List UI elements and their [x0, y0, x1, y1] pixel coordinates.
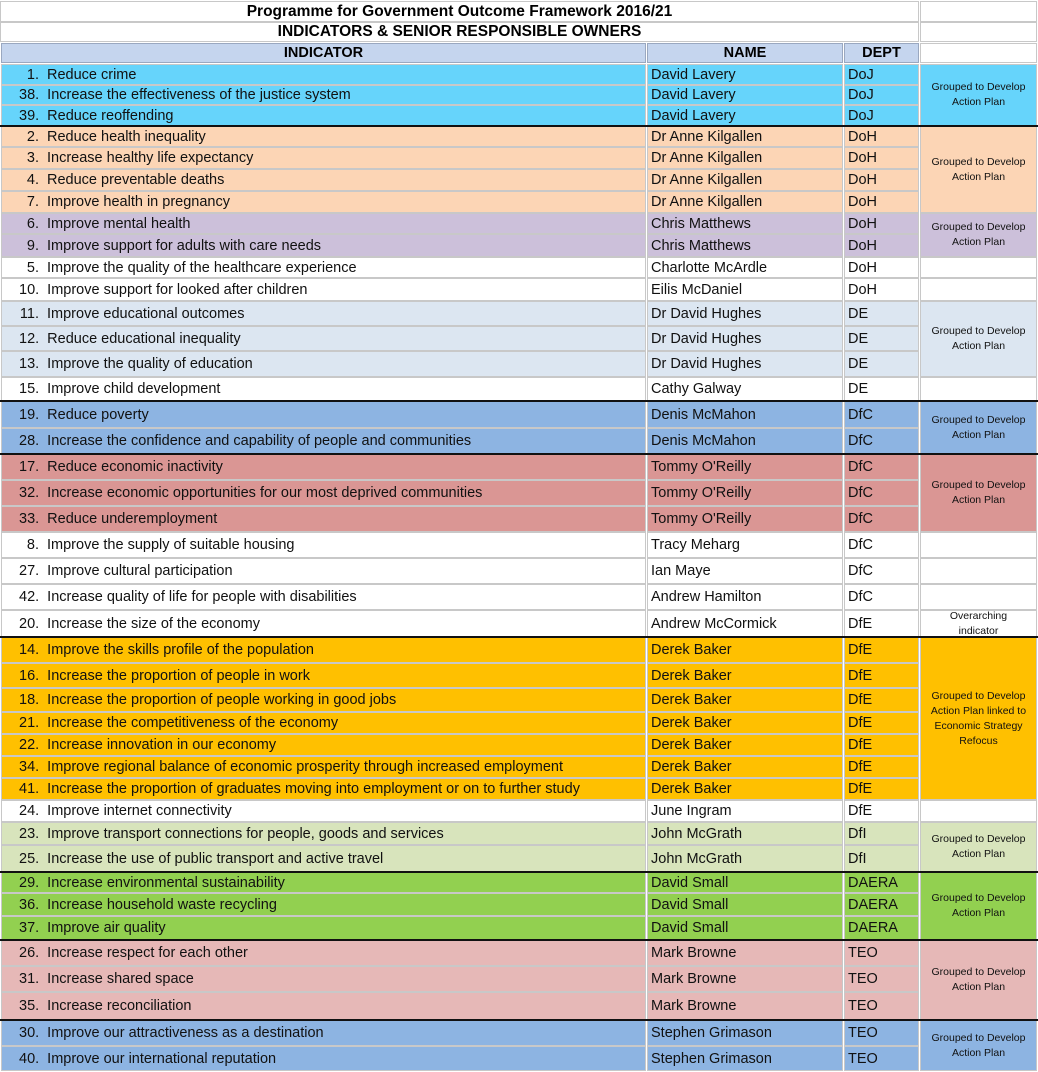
indicator-text: Increase the proportion of graduates moving into employment or on to further study	[47, 781, 580, 797]
name-cell[interactable]: David Lavery	[647, 64, 843, 85]
dept-cell[interactable]: DoJ	[844, 105, 919, 126]
group-separator	[0, 871, 1038, 873]
name-cell[interactable]: Andrew McCormick	[647, 610, 843, 637]
group-note-cell[interactable]	[920, 558, 1037, 584]
indicator-cell[interactable]	[1, 558, 646, 584]
indicator-text: Reduce preventable deaths	[47, 172, 225, 188]
indicator-cell[interactable]	[1, 893, 646, 916]
indicator-number: 41.	[19, 781, 40, 797]
indicator-cell[interactable]	[1, 1020, 646, 1046]
group-separator	[0, 939, 1038, 941]
indicator-number: 19.	[19, 406, 40, 423]
dept-cell[interactable]: TEO	[844, 992, 919, 1020]
group-note-cell[interactable]: Grouped to Develop Action Plan	[920, 126, 1037, 213]
indicator-number: 40.	[19, 1050, 40, 1067]
indicator-number: 38.	[19, 87, 40, 103]
indicator-cell[interactable]	[1, 326, 646, 351]
indicator-cell[interactable]	[1, 480, 646, 506]
dept-cell[interactable]: TEO	[844, 1020, 919, 1046]
group-note-cell[interactable]	[920, 257, 1037, 278]
name-cell[interactable]: Dr Anne Kilgallen	[647, 169, 843, 191]
dept-cell[interactable]: DAERA	[844, 872, 919, 893]
indicator-cell[interactable]	[1, 688, 646, 712]
dept-cell[interactable]: DfI	[844, 845, 919, 872]
group-separator	[0, 453, 1038, 455]
name-cell[interactable]: David Small	[647, 872, 843, 893]
indicator-number: 20.	[19, 615, 40, 632]
indicator-number: 16.	[19, 667, 40, 684]
dept-cell[interactable]: DfC	[844, 454, 919, 480]
name-cell[interactable]: Dr Anne Kilgallen	[647, 126, 843, 147]
indicator-text: Reduce health inequality	[47, 128, 206, 145]
indicator-cell[interactable]	[1, 506, 646, 532]
name-cell[interactable]: Tommy O'Reilly	[647, 454, 843, 480]
name-cell[interactable]: John McGrath	[647, 822, 843, 845]
group-note-cell[interactable]: Grouped to Develop Action Plan	[920, 1020, 1037, 1071]
indicator-cell[interactable]	[1, 845, 646, 872]
indicator-cell[interactable]	[1, 940, 646, 966]
name-cell[interactable]: Cathy Galway	[647, 377, 843, 401]
name-cell[interactable]: John McGrath	[647, 845, 843, 872]
dept-cell[interactable]: DoH	[844, 126, 919, 147]
sheet-title: Programme for Government Outcome Framework 2016/21	[0, 1, 919, 22]
name-cell[interactable]: Andrew Hamilton	[647, 584, 843, 610]
indicator-text: Reduce economic inactivity	[47, 459, 223, 475]
dept-cell[interactable]: DfE	[844, 756, 919, 778]
indicator-number: 28.	[19, 433, 40, 449]
dept-cell[interactable]: DfC	[844, 558, 919, 584]
dept-cell[interactable]: DfC	[844, 428, 919, 454]
name-cell[interactable]: Stephen Grimason	[647, 1046, 843, 1071]
indicator-text: Improve health in pregnancy	[47, 194, 230, 210]
indicator-text: Reduce poverty	[47, 406, 149, 423]
dept-cell[interactable]: DfE	[844, 778, 919, 800]
indicator-number: 8.	[26, 537, 39, 553]
dept-cell[interactable]: DfE	[844, 712, 919, 734]
subtitle-side-cell[interactable]	[920, 22, 1037, 42]
dept-cell[interactable]: DfE	[844, 637, 919, 663]
dept-cell[interactable]: DE	[844, 326, 919, 351]
indicator-text: Improve the skills profile of the population	[47, 642, 314, 658]
indicator-text: Improve the quality of the healthcare experience	[47, 259, 357, 276]
group-note-cell[interactable]: Grouped to Develop Action Plan	[920, 64, 1037, 126]
indicator-cell[interactable]	[1, 822, 646, 845]
indicator-number: 18.	[19, 692, 40, 708]
dept-cell[interactable]: DfC	[844, 506, 919, 532]
group-separator	[0, 400, 1038, 402]
indicator-cell[interactable]	[1, 301, 646, 326]
name-cell[interactable]: Derek Baker	[647, 756, 843, 778]
dept-cell[interactable]: DfI	[844, 822, 919, 845]
dept-cell[interactable]: DfC	[844, 584, 919, 610]
header-indicator: INDICATOR	[1, 43, 646, 63]
group-note-cell[interactable]: Grouped to Develop Action Plan linked to Economic Strategy Refocus	[920, 637, 1037, 800]
indicator-text: Increase the use of public transport and active travel	[47, 850, 384, 867]
group-note-cell[interactable]: Grouped to Develop Action Plan	[920, 940, 1037, 1020]
dept-cell[interactable]: DoH	[844, 147, 919, 169]
indicator-cell[interactable]	[1, 64, 646, 85]
indicator-number: 3.	[26, 150, 39, 166]
indicator-cell[interactable]	[1, 454, 646, 480]
name-cell[interactable]: Chris Matthews	[647, 234, 843, 257]
dept-cell[interactable]: DfE	[844, 688, 919, 712]
indicator-number: 36.	[19, 896, 40, 913]
indicator-cell[interactable]	[1, 712, 646, 734]
indicator-number: 26.	[19, 945, 40, 961]
name-cell[interactable]: Dr Anne Kilgallen	[647, 147, 843, 169]
indicator-cell[interactable]	[1, 663, 646, 688]
dept-cell[interactable]: TEO	[844, 966, 919, 992]
group-note-cell[interactable]	[920, 278, 1037, 301]
indicator-cell[interactable]	[1, 257, 646, 278]
indicator-text: Improve the supply of suitable housing	[47, 537, 295, 553]
header-side-cell[interactable]	[920, 43, 1037, 63]
dept-cell[interactable]: DoH	[844, 169, 919, 191]
name-cell[interactable]: Mark Browne	[647, 966, 843, 992]
indicator-number: 13.	[19, 356, 40, 372]
dept-cell[interactable]: DoJ	[844, 64, 919, 85]
indicator-number: 35.	[19, 998, 40, 1014]
name-cell[interactable]: Stephen Grimason	[647, 1020, 843, 1046]
group-separator	[0, 125, 1038, 127]
dept-cell[interactable]: TEO	[844, 1046, 919, 1071]
indicator-number: 12.	[19, 330, 40, 347]
indicator-text: Improve mental health	[47, 215, 191, 232]
dept-cell[interactable]: TEO	[844, 940, 919, 966]
indicator-cell[interactable]	[1, 916, 646, 940]
indicator-text: Increase reconciliation	[47, 998, 192, 1014]
name-cell[interactable]: Dr David Hughes	[647, 326, 843, 351]
indicator-text: Improve cultural participation	[47, 563, 233, 579]
group-note-cell[interactable]: Grouped to Develop Action Plan	[920, 454, 1037, 532]
indicator-number: 22.	[19, 737, 40, 753]
indicator-text: Increase shared space	[47, 971, 194, 987]
group-note-cell[interactable]	[920, 584, 1037, 610]
indicator-text: Increase the competitiveness of the economy	[47, 715, 339, 731]
indicator-text: Improve educational outcomes	[47, 305, 245, 322]
indicator-text: Increase household waste recycling	[47, 896, 277, 913]
indicator-cell[interactable]	[1, 584, 646, 610]
indicator-text: Improve our attractiveness as a destination	[47, 1025, 324, 1041]
indicator-number: 39.	[19, 107, 40, 124]
indicator-number: 21.	[19, 715, 40, 731]
indicator-text: Improve transport connections for people, goods and services	[47, 825, 444, 842]
dept-cell[interactable]: DoH	[844, 278, 919, 301]
indicator-text: Reduce crime	[47, 66, 137, 83]
indicator-number: 9.	[26, 237, 39, 254]
name-cell[interactable]: David Lavery	[647, 85, 843, 105]
indicator-text: Improve internet connectivity	[47, 803, 232, 819]
indicator-cell[interactable]	[1, 532, 646, 558]
indicator-number: 32.	[19, 485, 40, 501]
group-note-cell[interactable]	[920, 532, 1037, 558]
dept-cell[interactable]: DfC	[844, 401, 919, 428]
indicator-text: Improve air quality	[47, 920, 166, 936]
dept-cell[interactable]: DoH	[844, 234, 919, 257]
indicator-cell[interactable]	[1, 351, 646, 377]
name-cell[interactable]: Derek Baker	[647, 778, 843, 800]
group-note-cell[interactable]	[920, 377, 1037, 401]
dept-cell[interactable]: DfC	[844, 480, 919, 506]
dept-cell[interactable]: DoJ	[844, 85, 919, 105]
indicator-number: 25.	[19, 850, 40, 867]
indicator-number: 2.	[26, 128, 39, 145]
dept-cell[interactable]: DfC	[844, 532, 919, 558]
name-cell[interactable]: Tracy Meharg	[647, 532, 843, 558]
indicator-text: Reduce reoffending	[47, 107, 174, 124]
indicator-cell[interactable]	[1, 428, 646, 454]
indicator-number: 1.	[26, 66, 39, 83]
indicator-number: 24.	[19, 803, 40, 819]
indicator-text: Reduce educational inequality	[47, 330, 241, 347]
dept-cell[interactable]: DAERA	[844, 893, 919, 916]
indicator-cell[interactable]	[1, 778, 646, 800]
indicator-number: 4.	[26, 172, 39, 188]
name-cell[interactable]: David Lavery	[647, 105, 843, 126]
name-cell[interactable]: Derek Baker	[647, 663, 843, 688]
dept-cell[interactable]: DfE	[844, 734, 919, 756]
indicator-number: 42.	[19, 589, 40, 605]
name-cell[interactable]: Dr Anne Kilgallen	[647, 191, 843, 213]
group-note-cell[interactable]: Grouped to Develop Action Plan	[920, 301, 1037, 377]
name-cell[interactable]: Mark Browne	[647, 992, 843, 1020]
indicator-text: Reduce underemployment	[47, 511, 218, 527]
name-cell[interactable]: David Small	[647, 893, 843, 916]
indicator-number: 33.	[19, 511, 40, 527]
indicator-number: 11.	[19, 305, 39, 322]
indicator-cell[interactable]	[1, 756, 646, 778]
indicator-text: Improve the quality of education	[47, 356, 253, 372]
name-cell[interactable]: Derek Baker	[647, 637, 843, 663]
indicator-cell[interactable]	[1, 637, 646, 663]
header-name: NAME	[647, 43, 843, 63]
indicator-number: 17.	[19, 459, 40, 475]
name-cell[interactable]: Ian Maye	[647, 558, 843, 584]
dept-cell[interactable]: DE	[844, 351, 919, 377]
indicator-text: Increase economic opportunities for our most deprived communities	[47, 485, 483, 501]
group-note-cell[interactable]: Grouped to Develop Action Plan	[920, 822, 1037, 872]
group-note-cell[interactable]: Grouped to Develop Action Plan	[920, 213, 1037, 257]
dept-cell[interactable]: DoH	[844, 213, 919, 234]
group-note-cell[interactable]: Grouped to Develop Action Plan	[920, 401, 1037, 454]
name-cell[interactable]: Tommy O'Reilly	[647, 506, 843, 532]
name-cell[interactable]: Dr David Hughes	[647, 301, 843, 326]
group-separator	[0, 636, 1038, 638]
group-note-cell[interactable]: Overarching indicator	[920, 610, 1037, 637]
indicator-number: 7.	[26, 194, 39, 210]
indicator-number: 27.	[19, 563, 40, 579]
indicator-text: Improve child development	[47, 381, 221, 397]
indicator-number: 10.	[19, 281, 40, 298]
indicator-text: Increase quality of life for people with disabilities	[47, 589, 357, 605]
dept-cell[interactable]: DE	[844, 377, 919, 401]
indicator-cell[interactable]	[1, 966, 646, 992]
indicator-text: Increase the size of the economy	[47, 615, 260, 632]
indicator-cell[interactable]	[1, 377, 646, 401]
indicator-text: Improve support for adults with care needs	[47, 237, 322, 254]
dept-cell[interactable]: DfE	[844, 663, 919, 688]
indicator-text: Improve regional balance of economic prosperity through increased employment	[47, 759, 564, 775]
indicator-text: Increase the proportion of people in work	[47, 667, 310, 684]
indicator-number: 5.	[26, 259, 39, 276]
indicator-text: Increase healthy life expectancy	[47, 150, 254, 166]
indicator-cell[interactable]	[1, 872, 646, 893]
indicator-cell[interactable]	[1, 191, 646, 213]
indicator-cell[interactable]	[1, 169, 646, 191]
name-cell[interactable]: Derek Baker	[647, 734, 843, 756]
dept-cell[interactable]: DfE	[844, 610, 919, 637]
indicator-cell[interactable]	[1, 213, 646, 234]
indicator-cell[interactable]	[1, 610, 646, 637]
indicator-text: Increase respect for each other	[47, 945, 248, 961]
indicator-cell[interactable]	[1, 1046, 646, 1071]
dept-cell[interactable]: DoH	[844, 191, 919, 213]
indicator-number: 6.	[26, 215, 39, 232]
indicator-text: Improve support for looked after children	[47, 281, 308, 298]
indicator-number: 37.	[19, 920, 40, 936]
indicator-cell[interactable]	[1, 126, 646, 147]
dept-cell[interactable]: DE	[844, 301, 919, 326]
indicator-cell[interactable]	[1, 734, 646, 756]
name-cell[interactable]: Charlotte McArdle	[647, 257, 843, 278]
group-note-cell[interactable]	[920, 800, 1037, 822]
indicator-number: 15.	[19, 381, 40, 397]
indicator-number: 31.	[19, 971, 40, 987]
indicator-text: Improve our international reputation	[47, 1050, 277, 1067]
indicator-text: Increase innovation in our economy	[47, 737, 277, 753]
name-cell[interactable]: Derek Baker	[647, 712, 843, 734]
indicator-cell[interactable]	[1, 147, 646, 169]
name-cell[interactable]: Mark Browne	[647, 940, 843, 966]
name-cell[interactable]: Dr David Hughes	[647, 351, 843, 377]
header-dept: DEPT	[844, 43, 919, 63]
name-cell[interactable]: Chris Matthews	[647, 213, 843, 234]
dept-cell[interactable]: DfE	[844, 800, 919, 822]
indicator-text: Increase the proportion of people working in good jobs	[47, 692, 397, 708]
indicator-cell[interactable]	[1, 85, 646, 105]
indicator-number: 29.	[19, 874, 40, 891]
sheet-subtitle: INDICATORS & SENIOR RESPONSIBLE OWNERS	[0, 22, 919, 42]
indicator-number: 14.	[19, 642, 40, 658]
indicator-text: Increase the effectiveness of the justice system	[47, 87, 351, 103]
name-cell[interactable]: Eilis McDaniel	[647, 278, 843, 301]
indicator-cell[interactable]	[1, 800, 646, 822]
indicator-text: Increase environmental sustainability	[47, 874, 285, 891]
dept-cell[interactable]: DoH	[844, 257, 919, 278]
indicator-cell[interactable]	[1, 278, 646, 301]
group-note-cell[interactable]: Grouped to Develop Action Plan	[920, 872, 1037, 940]
indicator-cell[interactable]	[1, 105, 646, 126]
indicator-cell[interactable]	[1, 992, 646, 1020]
name-cell[interactable]: Denis McMahon	[647, 401, 843, 428]
dept-cell[interactable]: DAERA	[844, 916, 919, 940]
name-cell[interactable]: David Small	[647, 916, 843, 940]
indicator-text: Increase the confidence and capability of people and communities	[47, 433, 472, 449]
title-side-cell[interactable]	[920, 1, 1037, 22]
name-cell[interactable]: Denis McMahon	[647, 428, 843, 454]
indicator-cell[interactable]	[1, 401, 646, 428]
name-cell[interactable]: Derek Baker	[647, 688, 843, 712]
indicator-number: 34.	[19, 759, 40, 775]
indicator-number: 23.	[19, 825, 40, 842]
name-cell[interactable]: June Ingram	[647, 800, 843, 822]
indicator-cell[interactable]	[1, 234, 646, 257]
group-separator	[0, 1019, 1038, 1021]
name-cell[interactable]: Tommy O'Reilly	[647, 480, 843, 506]
indicator-number: 30.	[19, 1025, 40, 1041]
